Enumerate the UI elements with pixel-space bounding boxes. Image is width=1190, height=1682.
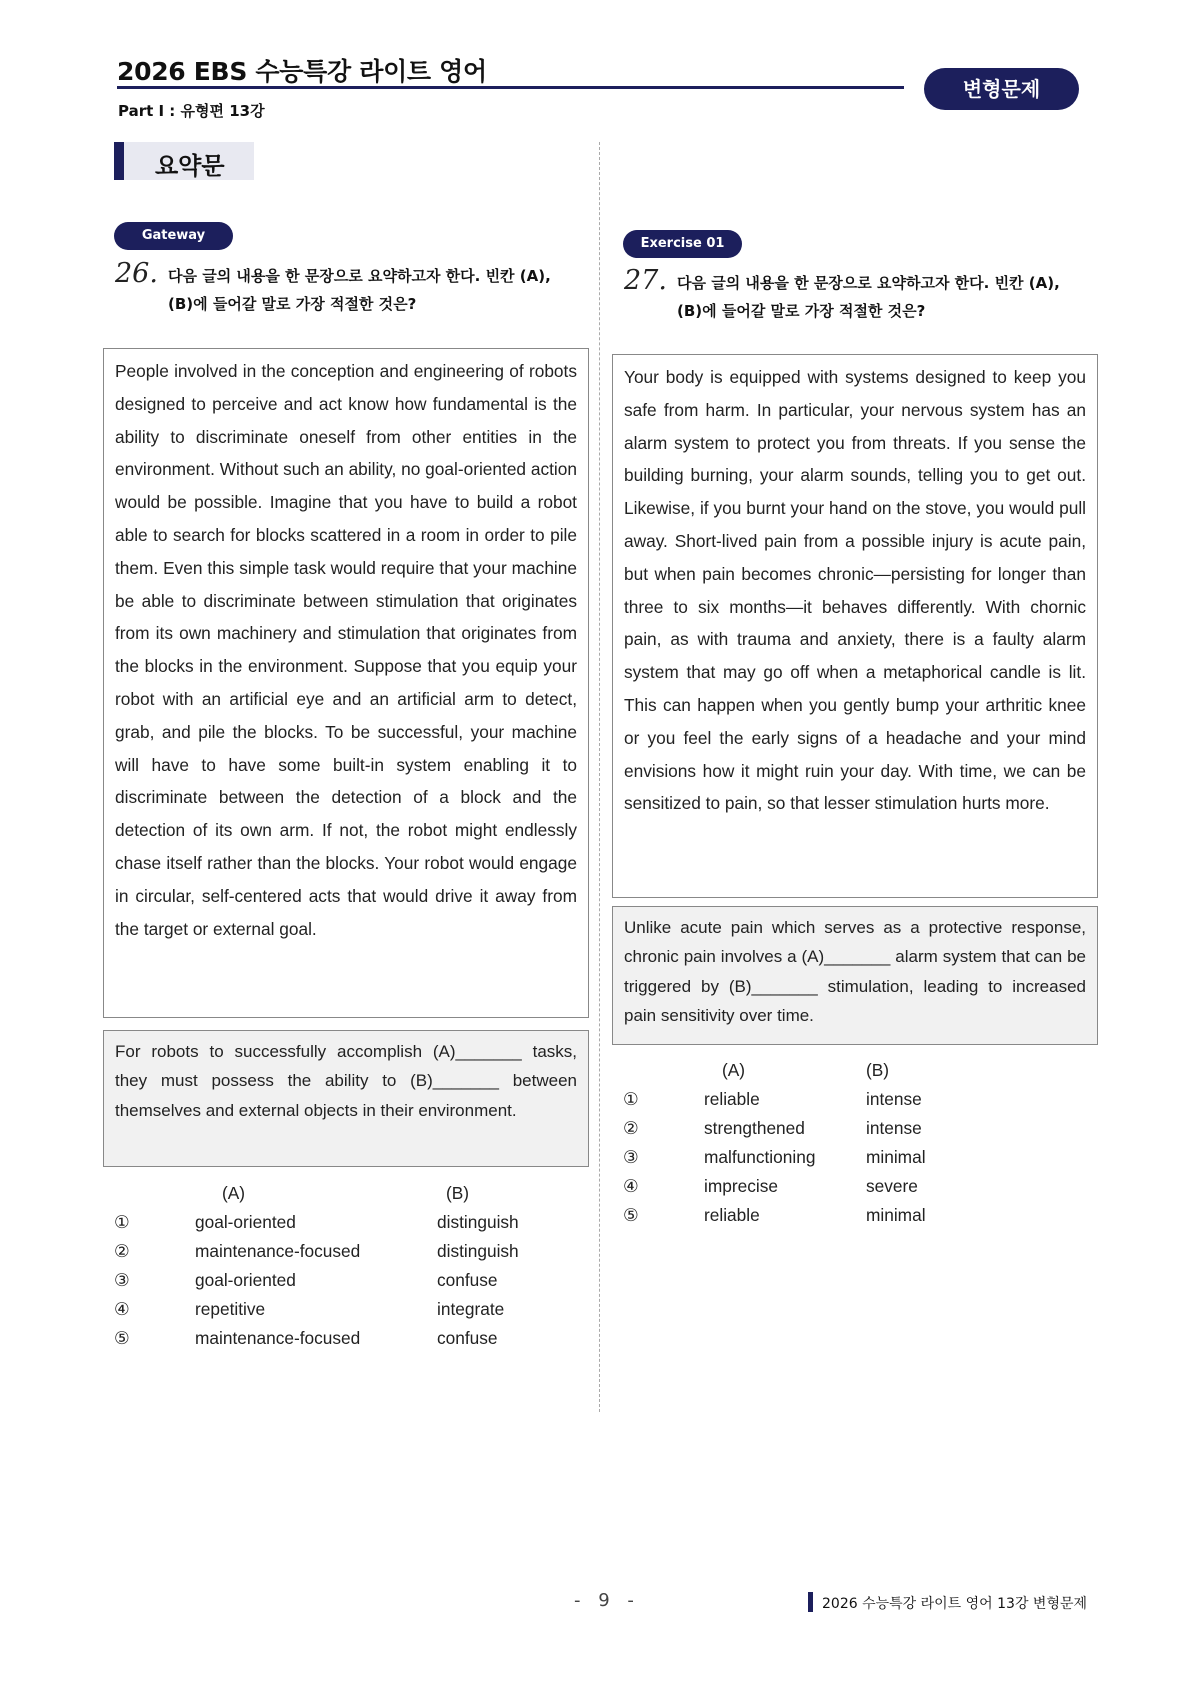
option-row[interactable] [114, 1328, 594, 1357]
summary-box-27: Unlike acute pain which serves as a protective response, chronic pain involves a (A)_______ alarm system that can be triggered by (B)_______ stimulation, leading to increased pain sensitivity over time. [612, 906, 1098, 1045]
column-a-label: (A) [222, 1183, 246, 1203]
section-title: 요약문 [155, 152, 225, 180]
option-b: intense [866, 1089, 922, 1109]
option-b: integrate [437, 1299, 505, 1319]
option-row[interactable] [114, 1299, 594, 1328]
question-prompt-26-line1: 다음 글의 내용을 한 문장으로 요약하고자 한다. 빈칸 (A), [168, 267, 551, 285]
option-number: ⑤ [114, 1328, 130, 1348]
summary-box-26: For robots to successfully accomplish (A)_______ tasks, they must possess the ability to (B)_______ between themselves and external objects in their environment. [103, 1030, 589, 1167]
question-prompt-26-cont [168, 290, 578, 318]
footer-marker [808, 1592, 813, 1612]
option-b: severe [866, 1176, 918, 1196]
option-number: ① [623, 1089, 639, 1109]
question-number-27: 27. [624, 265, 667, 296]
question-prompt-26-line2: (B)에 들어갈 말로 가장 적절한 것은? [168, 295, 417, 313]
option-b: distinguish [437, 1212, 519, 1232]
option-number: ④ [623, 1176, 639, 1196]
option-number: ① [114, 1212, 130, 1232]
option-a: maintenance-focused [195, 1328, 361, 1348]
header-rule [117, 86, 904, 89]
passage-27: Your body is equipped with systems designed to keep you safe from harm. In particular, your nervous system has an alarm system to protect you from threats. If you sense the building burning, your alarm sounds, telling you to get out. Likewise, if you burnt your hand on the stove, you would pull away. Short-lived pain from a possible injury is acute pain, but when pain becomes chronic—persisting for longer than three to six months—it behaves differently. With chornic pain, as with trauma and anxiety, there is a faulty alarm system that may go off when a metaphorical candle is lit. This can happen when you gently bump your arthritic knee or you feel the early signs of a headache and your mind envisions how it might ruin your day. With time, we can be sensitized to pain, so that lesser stimulation hurts more. [612, 354, 1098, 898]
option-a: repetitive [195, 1299, 266, 1319]
option-row[interactable] [114, 1212, 594, 1241]
part-subtitle: Part Ⅰ : 유형편 13강 [118, 102, 265, 120]
option-b: confuse [437, 1328, 498, 1348]
option-row[interactable] [114, 1270, 594, 1299]
column-b-label: (B) [446, 1183, 470, 1203]
option-a: maintenance-focused [195, 1241, 361, 1261]
question-prompt-27-line1: 다음 글의 내용을 한 문장으로 요약하고자 한다. 빈칸 (A), [677, 274, 1060, 292]
option-number: ③ [623, 1147, 639, 1167]
document-title: 2026 EBS 수능특강 라이트 영어 [117, 57, 487, 86]
option-a: malfunctioning [704, 1147, 816, 1167]
option-b: minimal [866, 1147, 926, 1167]
option-b: distinguish [437, 1241, 519, 1261]
variant-badge: 변형문제 [924, 68, 1079, 110]
exercise-pill: Exercise 01 [623, 230, 742, 258]
option-row[interactable] [623, 1176, 1093, 1205]
section-heading-marker [114, 142, 124, 180]
option-b: intense [866, 1118, 922, 1138]
option-number: ⑤ [623, 1205, 639, 1225]
option-row[interactable] [623, 1118, 1093, 1147]
option-number: ③ [114, 1270, 130, 1290]
option-a: goal-oriented [195, 1212, 296, 1232]
question-prompt-27-cont [677, 297, 1087, 325]
column-divider [599, 142, 600, 1412]
option-a: goal-oriented [195, 1270, 296, 1290]
options-26 [114, 1183, 594, 1357]
gateway-pill: Gateway [114, 222, 233, 250]
options-header [623, 1060, 1093, 1089]
option-row[interactable] [114, 1241, 594, 1270]
question-number-26: 26. [115, 258, 158, 289]
option-a: reliable [704, 1089, 760, 1109]
option-a: strengthened [704, 1118, 805, 1138]
page-number: - 9 - [574, 1590, 640, 1611]
option-number: ② [623, 1118, 639, 1138]
column-a-label: (A) [722, 1060, 746, 1080]
passage-26: People involved in the conception and engineering of robots designed to perceive and act know how fundamental is the ability to discriminate oneself from other entities in the environment. Without such an ability, no goal-oriented action would be possible. Imagine that you have to build a robot able to search for blocks scattered in a room in order to pile them. Even this simple task would require that your machine be able to discriminate between stimulation that originates from its own machinery and stimulation that originates from the blocks in the environment. Suppose that you equip your robot with an artificial eye and an artificial arm to detect, grab, and pile the blocks. To be successful, your machine will have to have some built-in system enabling it to discriminate between the detection of a block and the detection of its own arm. If not, the robot might endlessly chase itself rather than the blocks. Your robot would engage in circular, self-centered acts that would drive it away from the target or external goal. [103, 348, 589, 1018]
option-b: confuse [437, 1270, 498, 1290]
option-row[interactable] [623, 1205, 1093, 1234]
option-a: reliable [704, 1205, 760, 1225]
column-b-label: (B) [866, 1060, 890, 1080]
option-a: imprecise [704, 1176, 778, 1196]
options-header [114, 1183, 594, 1212]
options-27 [623, 1060, 1093, 1234]
option-number: ④ [114, 1299, 130, 1319]
option-b: minimal [866, 1205, 926, 1225]
question-prompt-27 [677, 269, 1087, 297]
option-row[interactable] [623, 1147, 1093, 1176]
question-prompt-26 [168, 262, 578, 290]
option-row[interactable] [623, 1089, 1093, 1118]
option-number: ② [114, 1241, 130, 1261]
question-prompt-27-line2: (B)에 들어갈 말로 가장 적절한 것은? [677, 302, 926, 320]
footer-text: 2026 수능특강 라이트 영어 13강 변형문제 [822, 1596, 1088, 1612]
